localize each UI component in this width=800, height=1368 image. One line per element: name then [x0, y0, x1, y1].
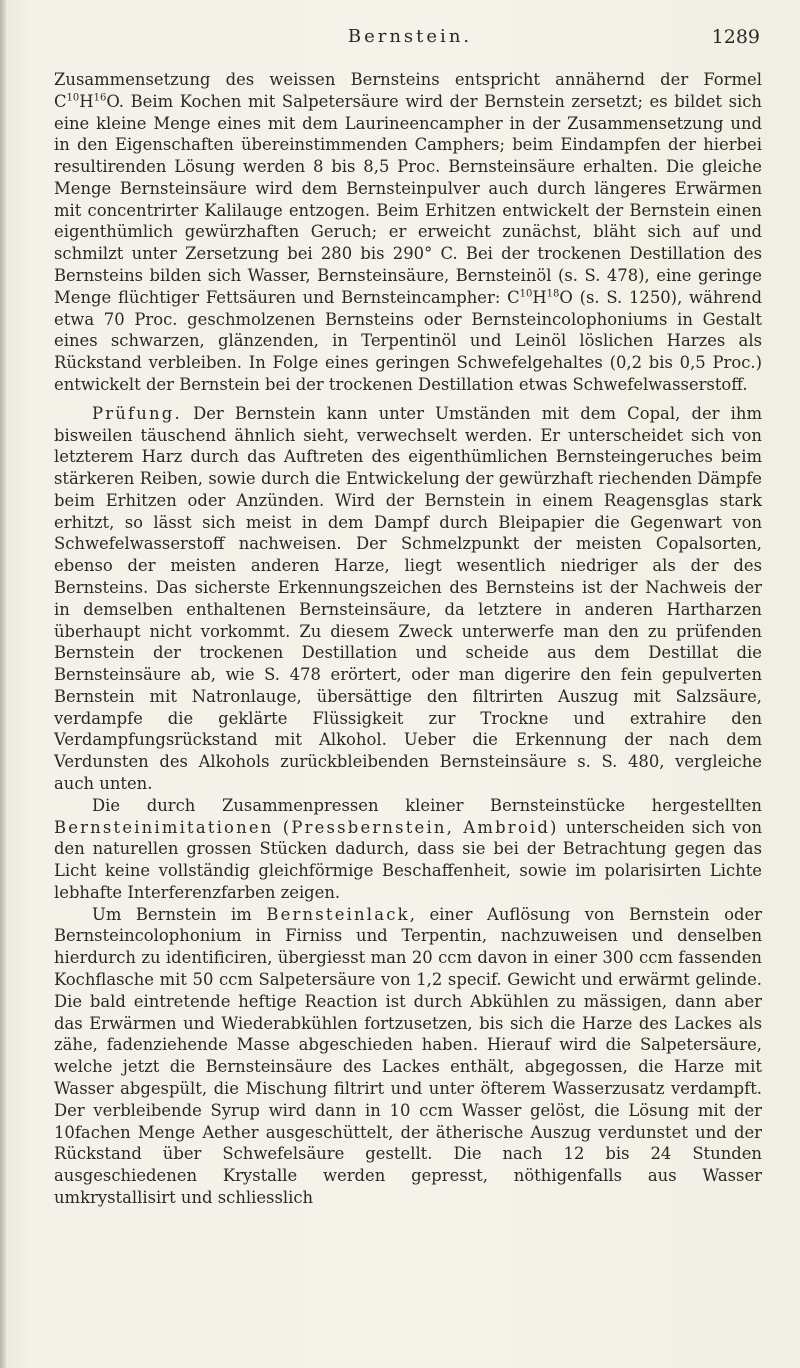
text-run: unterscheiden sich von den naturellen grossen Stücken dadurch, dass sie bei der Betrachtung gegen das Licht keine vollständig gleichförmige Beschaffenheit, sowie im polarisirten Lichte lebhafte Interferenzfarben zeigen. — [54, 817, 762, 902]
formula-c10h18o — [507, 288, 573, 307]
section-term-pruefung: Prüfung. — [92, 403, 182, 423]
page-binding-shadow — [0, 0, 6, 1368]
paragraph-bernsteinlack — [54, 904, 762, 1209]
text-run: Der Bernstein kann unter Umständen mit dem Copal, der ihm bisweilen täuschend ähnlich sieht, verwechselt werden. Er unterscheidet sich von letzterem Harz durch das Auftreten des eigenthümlichen Bernsteingeruches beim stärkeren Reiben, sowie durch die Entwickelung der gewürzhaft riechenden Dämpfe beim Erhitzen oder Anzünden. Wird der Bernstein in einem Reagensglas stark erhitzt, so lässt sich meist in dem Dampf durch Bleipapier die Gegenwart von Schwefelwasserstoff nachweisen. Der Schmelzpunkt der meisten Copalsorten, ebenso der meisten anderen Harze, liegt wesentlich niedriger als der des Bernsteins. Das sicherste Erkennungszeichen des Bernsteins ist der Nachweis der in demselben enthaltenen Bernsteinsäure, da letztere in anderen Hartharzen überhaupt nicht vorkommt. Zu diesem Zweck unterwerfe man den zu prüfenden Bernstein der trockenen Destillation und scheide aus dem Destillat die Bernsteinsäure ab, wie S. 478 erörtert, oder man digerire den fein gepulverten Bernstein mit Natronlauge, übersättige den filtrirten Auszug mit Salzsäure, verdampfe die geklärte Flüssigkeit zur Trockne und extrahire den Verdampfungsrückstand mit Alkohol. Ueber die Erkennung der nach dem Verdunsten des Alkohols zurückbleibenden Bernsteinsäure s. S. 480, vergleiche auch unten. — [54, 403, 762, 793]
text-run: , einer Auflösung von Bernstein oder Bernsteincolophonium in Firniss und Terpentin, nachzuweisen und denselben hierdurch zu identificiren, übergiesst man 20 ccm davon in einer 300 ccm fassenden Kochflasche mit 50 ccm Salpetersäure von 1,2 specif. Gewicht und erwärmt gelinde. Die bald eintretende heftige Reaction ist durch Abkühlen zu mässigen, dann aber das Erwärmen und Wiederabkühlen fortzusetzen, bis sich die Harze des Lackes als zähe, fadenziehende Masse abgeschieden haben. Hierauf wird die Salpetersäure, welche jetzt die Bernsteinsäure des Lackes enthält, abgegossen, die Harze mit Wasser abgespült, die Mischung filtrirt und unter öfterem Wasserzusatz verdampft. Der verbleibende Syrup wird dann in 10 ccm Wasser gelöst, die Lösung mit der 10fachen Menge Aether ausgeschüttelt, der ätherische Auszug verdunstet und der Rückstand über Schwefelsäure gestellt. Die nach 12 bis 24 Stunden ausgeschiedenen Krystalle werden gepresst, nöthigenfalls aus Wasser umkrystallisirt und schliesslich — [54, 904, 763, 1207]
page-number: 1289 — [711, 26, 760, 48]
formula-element: H — [532, 287, 547, 307]
section-term-imitationen: Bernsteinimitationen (Pressbernstein, Ambroid) — [54, 817, 559, 837]
formula-element: O. — [106, 91, 124, 111]
text-run: Die durch Zusammenpressen kleiner Bernsteinstücke hergestellten — [92, 795, 762, 815]
paragraph-imitationen — [54, 795, 762, 904]
text-run: (s. S. 1250), während etwa 70 Proc. geschmolzenen Bernsteins oder Bernsteincolophoniums in Gestalt eines schwarzen, glänzenden, in Terpentinöl und Leinöl löslichen Harzes als Rückstand verbleiben. In Folge eines geringen Schwefelgehaltes (0,2 bis 0,5 Proc.) entwickelt der Bernstein bei der trockenen Destillation etwas Schwefelwasserstoff. — [54, 287, 762, 394]
formula-subscript: 10 — [66, 92, 80, 104]
formula-element: C — [507, 287, 520, 307]
formula-element: O — [559, 287, 573, 307]
text-run: Um Bernstein im — [92, 904, 267, 924]
formula-subscript: 18 — [546, 288, 560, 300]
paragraph-composition — [54, 69, 762, 396]
formula-element: H — [79, 91, 94, 111]
formula-subscript: 10 — [519, 288, 533, 300]
text-run: Zusammensetzung des weissen Bernsteins entspricht annähernd der Formel — [54, 70, 762, 89]
formula-element: C — [54, 91, 67, 111]
paragraph-pruefung — [54, 403, 762, 795]
formula-subscript: 16 — [93, 92, 107, 104]
section-term-bernsteinlack: Bernsteinlack — [266, 904, 410, 924]
formula-c10h16o — [54, 92, 124, 111]
running-head: Bernstein. — [347, 26, 473, 47]
page-header — [60, 26, 760, 54]
body-text — [54, 69, 762, 1209]
text-run: Beim Kochen mit Salpetersäure wird der Bernstein zersetzt; es bildet sich eine kleine Menge eines mit dem Laurineencampher in der Zusammensetzung und in den Eigenschaften übereinstimmenden Camphers; beim Eindampfen der hierbei resultirenden Lösung werden 8 bis 8,5 Proc. Bernsteinsäure erhalten. Die gleiche Menge Bernsteinsäure wird dem Bernsteinpulver auch durch längeres Erwärmen mit concentrirter Kalilauge entzogen. Beim Erhitzen entwickelt der Bernstein einen eigenthümlich gewürzhaften Geruch; er erweicht zunächst, bläht sich auf und schmilzt unter Zersetzung bei 280 bis 290° C. Bei der trockenen Destillation des Bernsteins bilden sich Wasser, Bernsteinsäure, Bernsteinöl (s. S. 478), eine geringe Menge flüchtiger Fettsäuren und Bernsteincampher: — [54, 91, 762, 307]
